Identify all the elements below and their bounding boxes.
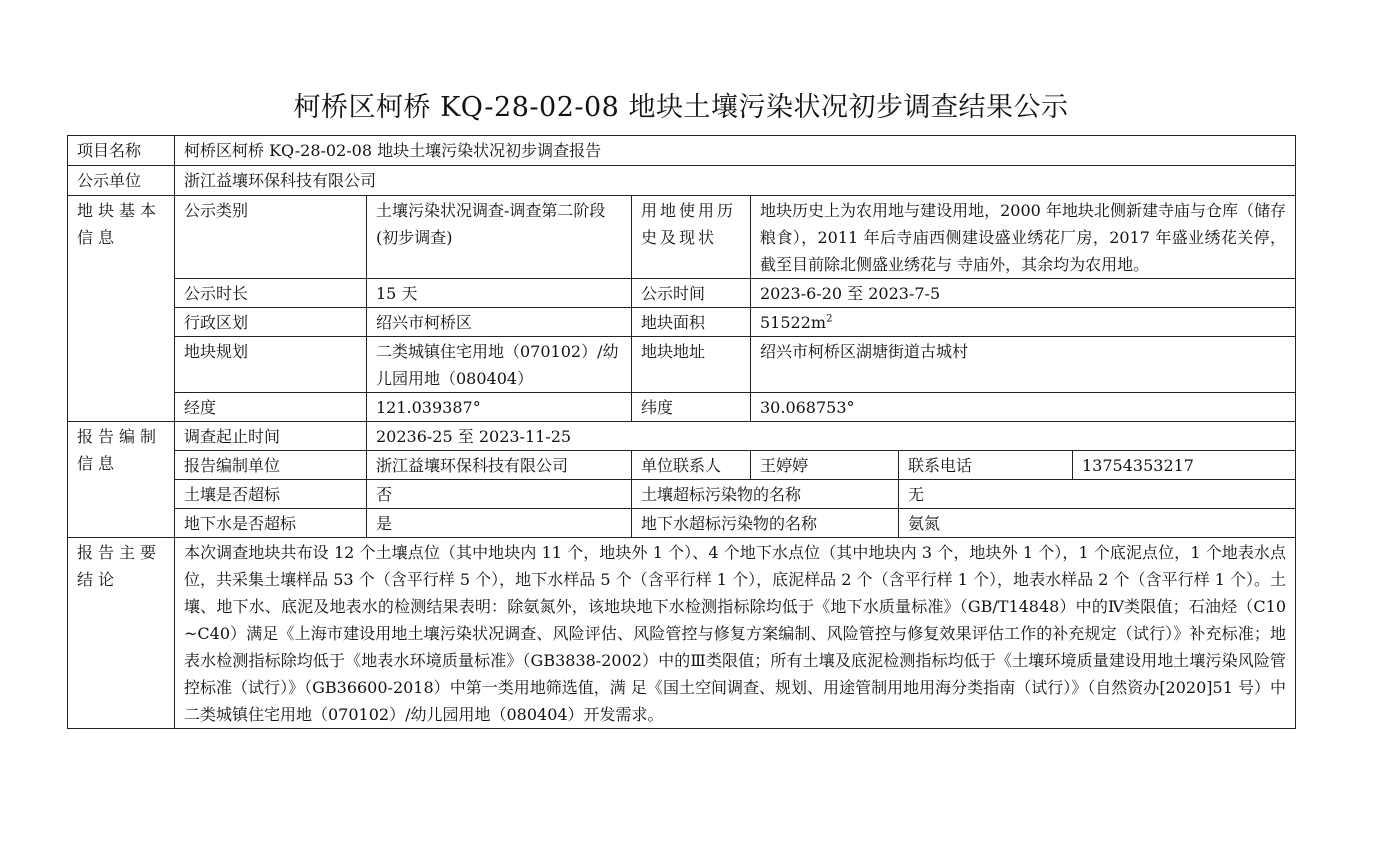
- table-row: [68, 136, 1296, 166]
- table-row: [68, 166, 1296, 196]
- report-info-section-label: 报告编制信息: [68, 422, 175, 538]
- soil-exceed-label: 土壤是否超标: [175, 480, 367, 509]
- soil-exceed-value: 否: [367, 480, 632, 509]
- table-row: [68, 509, 1296, 538]
- phone-label: 联系电话: [899, 451, 1073, 480]
- conclusion-label: 报告主要结论: [68, 538, 175, 729]
- groundwater-exceed-label: 地下水是否超标: [175, 509, 367, 538]
- table-row: [68, 422, 1296, 451]
- area-label: 地块面积: [632, 308, 751, 337]
- latitude-value: 30.068753°: [751, 393, 1296, 422]
- disclosure-type-label: 公示类别: [175, 196, 367, 279]
- table-row: [68, 480, 1296, 509]
- land-plan-label: 地块规划: [175, 337, 367, 393]
- period-value: 2023-6-20 至 2023-7-5: [751, 279, 1296, 308]
- publisher-label: 公示单位: [68, 166, 175, 196]
- basic-info-section-label: 地块基本信息: [68, 196, 175, 422]
- duration-label: 公示时长: [175, 279, 367, 308]
- duration-value: 15 天: [367, 279, 632, 308]
- area-unit-superscript: 2: [826, 313, 833, 325]
- district-label: 行政区划: [175, 308, 367, 337]
- land-history-label: 用地使用历史及现状: [632, 196, 751, 279]
- area-number: 51522m: [760, 313, 827, 332]
- table-row: [68, 393, 1296, 422]
- table-row: [68, 308, 1296, 337]
- groundwater-pollutant-value: 氨氮: [899, 509, 1296, 538]
- area-value: [751, 308, 1296, 337]
- land-history-value: 地块历史上为农用地与建设用地，2000 年地块北侧新建寺庙与仓库（储存粮食），2011 年后寺庙西侧建设盛业绣花厂房，2017 年盛业绣花关停，截至目前除北侧盛业绣花与 寺庙外，其余均为农用地。: [751, 196, 1296, 279]
- longitude-value: 121.039387°: [367, 393, 632, 422]
- phone-value: 13754353217: [1073, 451, 1296, 480]
- land-plan-value: 二类城镇住宅用地（070102）/幼儿园用地（080404）: [367, 337, 632, 393]
- table-row: [68, 279, 1296, 308]
- groundwater-pollutant-label: 地下水超标污染物的名称: [632, 509, 899, 538]
- publisher-value: 浙江益壤环保科技有限公司: [175, 166, 1296, 196]
- survey-period-value: 20236-25 至 2023-11-25: [367, 422, 1296, 451]
- conclusion-text: 本次调查地块共布设 12 个土壤点位（其中地块内 11 个，地块外 1 个）、4 个地下水点位（其中地块内 3 个，地块外 1 个），1 个底泥点位，1 个地表水点位，共采集土壤样品 53 个（含平行样 5 个），地下水样品 5 个（含平行样 1 个），底泥样品 2 个（含平行样 1 个），地表水样品 2 个（含平行样 1 个）。土壤、地下水、底泥及地表水的检测结果表明：除氨氮外，该地块地下水检测指标除均低于《地下水质量标准》（GB/T14848）中的Ⅳ类限值；石油烃（C10~C40）满足《上海市建设用地土壤污染状况调查、风险评估、风险管控与修复方案编制、风险管控与修复效果评估工作的补充规定（试行）》补充标准；地表水检测指标除均低于《地表水环境质量标准》（GB3838-2002）中的Ⅲ类限值；所有土壤及底泥检测指标均低于《土壤环境质量建设用地土壤污染风险管控标准（试行）》（GB36600-2018）中第一类用地筛选值，满 足《国土空间调查、规划、用途管制用地用海分类指南（试行）》（自然资办[2020]51 号）中二类城镇住宅用地（070102）/幼儿园用地（080404）开发需求。: [175, 538, 1296, 729]
- table-row: [68, 196, 1296, 279]
- report-unit-value: 浙江益壤环保科技有限公司: [367, 451, 632, 480]
- contact-label: 单位联系人: [632, 451, 751, 480]
- disclosure-type-value: 土壤污染状况调查-调查第二阶段(初步调查): [367, 196, 632, 279]
- project-name-value: 柯桥区柯桥 KQ-28-02-08 地块土壤污染状况初步调查报告: [175, 136, 1296, 166]
- address-label: 地块地址: [632, 337, 751, 393]
- address-value: 绍兴市柯桥区湖塘街道古城村: [751, 337, 1296, 393]
- latitude-label: 纬度: [632, 393, 751, 422]
- project-name-label: 项目名称: [68, 136, 175, 166]
- report-unit-label: 报告编制单位: [175, 451, 367, 480]
- period-label: 公示时间: [632, 279, 751, 308]
- table-row: [68, 538, 1296, 729]
- soil-pollutant-label: 土壤超标污染物的名称: [632, 480, 899, 509]
- district-value: 绍兴市柯桥区: [367, 308, 632, 337]
- page-title: 柯桥区柯桥 KQ-28-02-08 地块土壤污染状况初步调查结果公示: [293, 92, 1069, 123]
- soil-pollutant-value: 无: [899, 480, 1296, 509]
- table-row: [68, 337, 1296, 393]
- longitude-label: 经度: [175, 393, 367, 422]
- disclosure-table: [67, 135, 1296, 729]
- survey-period-label: 调查起止时间: [175, 422, 367, 451]
- contact-value: 王婷婷: [751, 451, 899, 480]
- groundwater-exceed-value: 是: [367, 509, 632, 538]
- table-row: [68, 451, 1296, 480]
